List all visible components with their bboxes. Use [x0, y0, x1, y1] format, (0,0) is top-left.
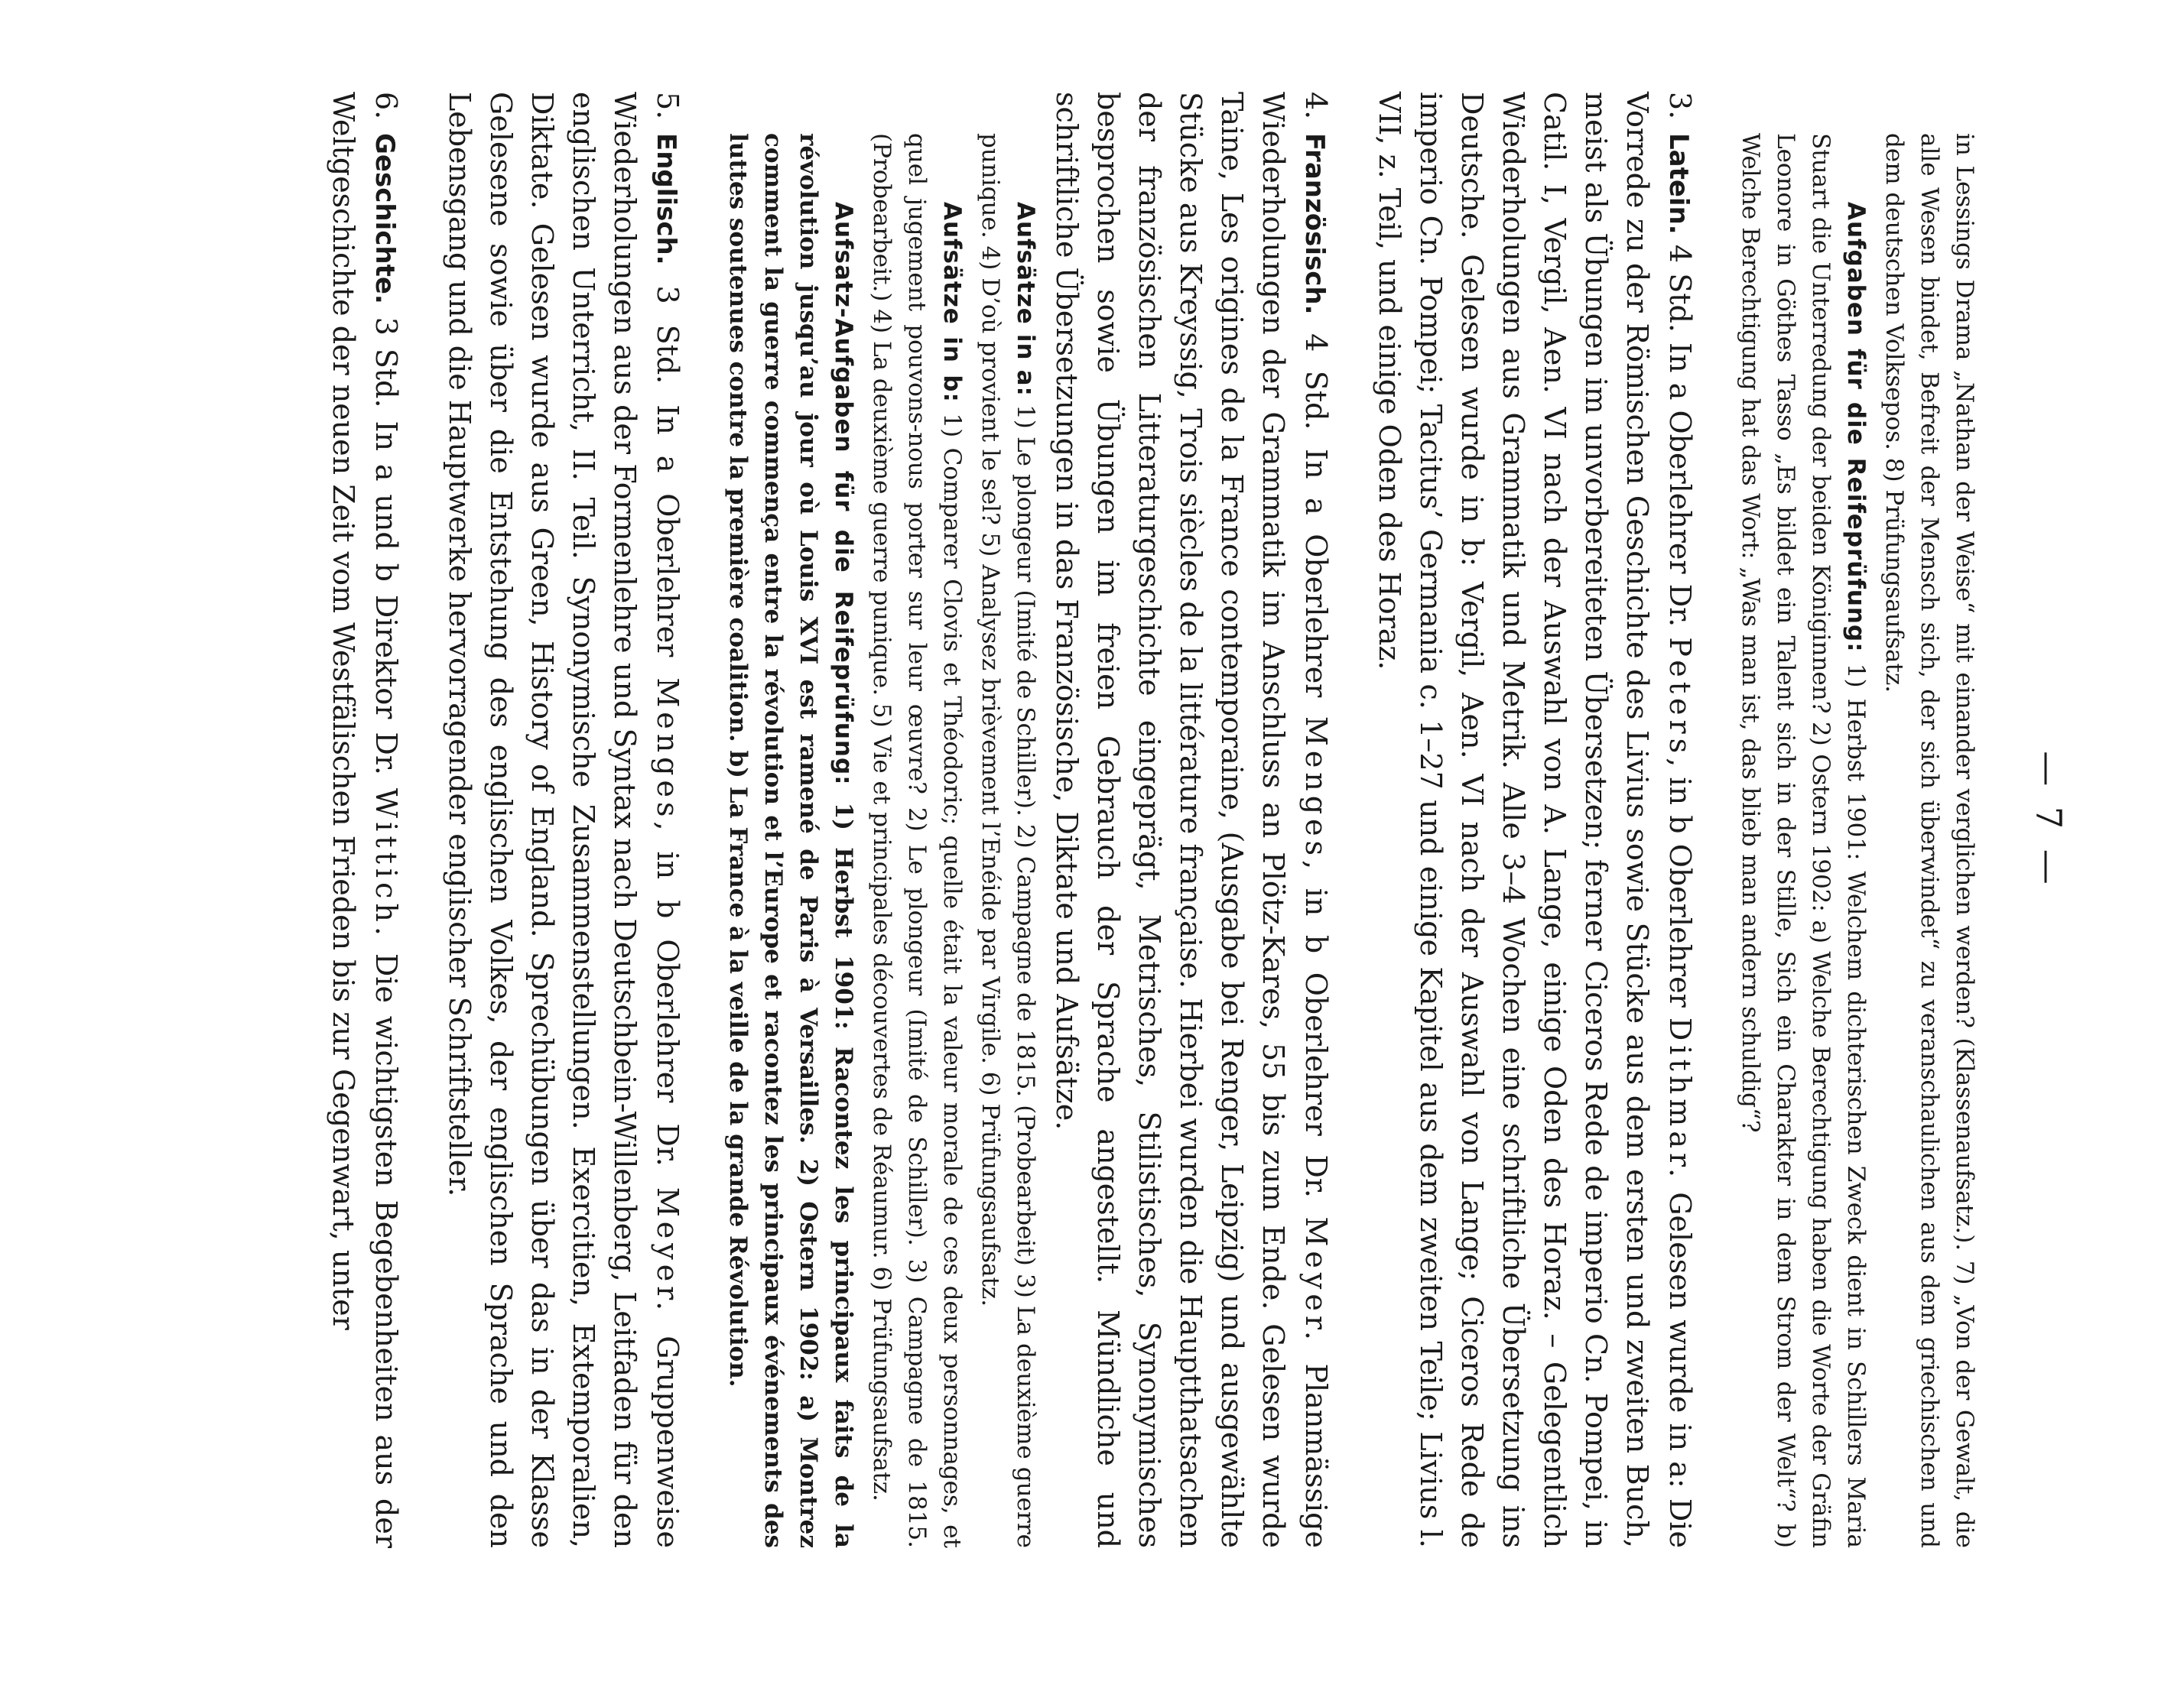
- franzoesisch-aufsaetze-b-text: 1) Comparer Clovis et Théodoric; quelle était la valeur morale de ces deux personnages, et quel jugement pouvons-nous porter sur leur œuvre? 2) Le plongeur (Imité de Schiller). 3) Campagne de 1815. (Probearbeit.) 4) La deuxième guerre punique. 5) Vie et principales découvertes de Réaumur. 6) Prüfungsaufsatz.: [868, 133, 966, 1549]
- intro-text: in Lessings Drama „Nathan der Weise“ mit einander verglichen werden? (Klassenaufsatz.). 7) „Von der Gewalt, die alle Wesen bindet, Befreit der Mensch sich, der sich überwindet“ zu veranschaulichen aus dem griechischen und dem deutschen Volksepos. 8) Prüfungsaufsatz.: [1880, 133, 1978, 1548]
- franzoesisch-reife-heading: Aufsatz-Aufgaben für die Reifeprüfung:: [830, 202, 857, 786]
- intro-reife-paragraph: [1733, 92, 1874, 1548]
- latein-number: 3.: [1663, 92, 1697, 120]
- franzoesisch-title: Französisch.: [1299, 133, 1330, 315]
- franzoesisch-teacher-a: Menges: [1299, 716, 1333, 861]
- englisch-text: Gruppenweise Wiederholungen aus der Formenlehre und Syntax nach Deutschbein-Willenberg, Leitfaden für den englischen Unterricht, II. Teil. Synonymische Zusammenstellungen. Exercitien, Extemporalien, Diktate. Gelesen wurde aus Green, History of England. Sprechübungen über das in der Klasse Gelesene sowie über die Entstehung des englischen Volkes, der englischen Sprache und den Lebensgang und die Hauptwerke hervorragender englischer Schriftsteller.: [443, 92, 684, 1548]
- franzoesisch-text: Planmässige Wiederholungen der Grammatik im Anschluss an Plötz-Kares, 55 bis zum Ende. Gelesen wurde Taine, Les origines de la France contemporaine, (Ausgabe bei Renger, Leipzig) und ausgewählte Stücke aus Kreyssig, Trois siècles de la littérature française. Hierbei wurden die Hauptthatsachen der französischen Litteraturgeschichte eingeprägt, Metrisches, Stilistisches, Synonymisches besprochen sowie Übungen im freien Gebrauch der Sprache angestellt. Mündliche und schriftliche Übersetzungen in das Französische, Diktate und Aufsätze.: [1050, 92, 1333, 1548]
- latein-paragraph: [1369, 92, 1701, 1548]
- geschichte-number: 6.: [369, 92, 403, 120]
- englisch-title: Englisch.: [651, 133, 681, 265]
- latein-teacher-pre: 4 Std. In a Oberlehrer Dr.: [1663, 244, 1697, 628]
- franzoesisch-reife-text: 1) Herbst 1901: Racontez les principaux faits de la révolution jusqu’au jour où Louis XVI est ramené de Paris à Versailles. 2) Ostern 1902: a) Montrez comment la guerre commença entre la révolution et l’Europe et racontez les principaux événements des luttes soutenues contre la première coalition. b) La France à la veille de la grande Révolution.: [724, 133, 857, 1548]
- franzoesisch-paragraph: [1046, 92, 1337, 1548]
- section-latein: [1369, 92, 1701, 1548]
- geschichte-paragraph: [323, 92, 407, 1548]
- franzoesisch-teacher-b: Meyer.: [1299, 1216, 1333, 1345]
- franzoesisch-aufsaetze-b-heading: Aufsätze in b:: [938, 202, 966, 403]
- latein-title: Latein.: [1663, 133, 1694, 235]
- geschichte-teacher-a: Wittich.: [369, 787, 403, 940]
- section-geschichte: [323, 92, 407, 1548]
- intro-reife-heading: Aufgaben für die Reifeprüfung:: [1842, 202, 1870, 653]
- franzoesisch-aufsaetze-b: [864, 92, 970, 1548]
- englisch-teacher-a: Menges: [651, 677, 684, 822]
- geschichte-text: Die wichtigsten Begebenheiten aus der Weltgeschichte der neuen Zeit vom Westfälischen Frieden bis zur Gegenwart, unter: [327, 92, 403, 1548]
- englisch-teacher-pre: 3 Std. In a Oberlehrer: [651, 285, 684, 657]
- latein-teacher-b: Dithmar.: [1663, 1017, 1697, 1183]
- englisch-paragraph: [439, 92, 688, 1548]
- franzoesisch-number: 4.: [1299, 92, 1333, 120]
- geschichte-teacher-pre: 3 Std. In a und b Direktor Dr.: [369, 317, 403, 775]
- franzoesisch-teacher-pre: 4 Std. In a Oberlehrer: [1299, 333, 1333, 698]
- franzoesisch-teacher-mid: , in b Oberlehrer Dr.: [1299, 860, 1333, 1198]
- latein-teacher-a: Peters: [1663, 637, 1697, 758]
- englisch-teacher-mid: , in b Oberlehrer Dr.: [651, 821, 684, 1167]
- section-franzoesisch: [720, 92, 1337, 1548]
- englisch-number: 5.: [651, 92, 684, 120]
- latein-text: Gelesen wurde in a: Die Vorrede zu der Römischen Geschichte des Livius sowie Stücke aus dem ersten und zweiten Buch, meist als Übungen im unvorbereiteten Übersetzen; ferner Ciceros Rede de imperio Cn. Pompei, in Catil. I, Vergil, Aen. VI nach der Auswahl von A. Lange, einige Oden des Horaz. – Gelegentlich Wiederholungen aus Grammatik und Metrik. Alle 3–4 Wochen eine schriftliche Übersetzung ins Deutsche. Gelesen wurde in b: Vergil, Aen. VI nach der Auswahl von Lange; Ciceros Rede de imperio Cn. Pompei; Tacitus’ Germania c. 1–27 und einige Kapitel aus dem zweiten Teile; Livius l. VII, z. Teil, und einige Oden des Horaz.: [1373, 92, 1697, 1548]
- intro-reife-text: 1) Herbst 1901: Welchem dichterischen Zweck dient in Schillers Maria Stuart die Unterredung der beiden Königinnen? 2) Ostern 1902: a) Welche Berechtigung haben die Worte der Gräfin Leonore in Göthes Tasso „Es bildet ein Talent sich in der Stille, Sich ein Charakter in dem Strom der Welt“? b) Welche Berechtigung hat das Wort: „Was man ist, das blieb man andern schuldig“?: [1737, 133, 1870, 1548]
- franzoesisch-aufsaetze-a-text: 1) Le plongeur (Imité de Schiller). 2) Campagne de 1815. (Probearbeit) 3) La deuxième guerre punique. 4) D’où provient le sel? 5) Analysez brièvement l’Enéide par Virgile. 6) Prüfungsaufsatz.: [977, 133, 1039, 1548]
- intro-paragraph: [1877, 92, 1982, 1548]
- franzoesisch-reife: [720, 92, 861, 1548]
- geschichte-title: Geschichte.: [369, 133, 400, 304]
- section-englisch: [439, 92, 688, 1548]
- franzoesisch-aufsaetze-a: [973, 92, 1043, 1548]
- franzoesisch-aufsaetze-a-heading: Aufsätze in a:: [1012, 202, 1039, 397]
- latein-teacher-mid: , in b Oberlehrer: [1663, 758, 1697, 1008]
- englisch-teacher-b: Meyer.: [651, 1186, 684, 1316]
- page-number: — 7 —: [2028, 751, 2069, 889]
